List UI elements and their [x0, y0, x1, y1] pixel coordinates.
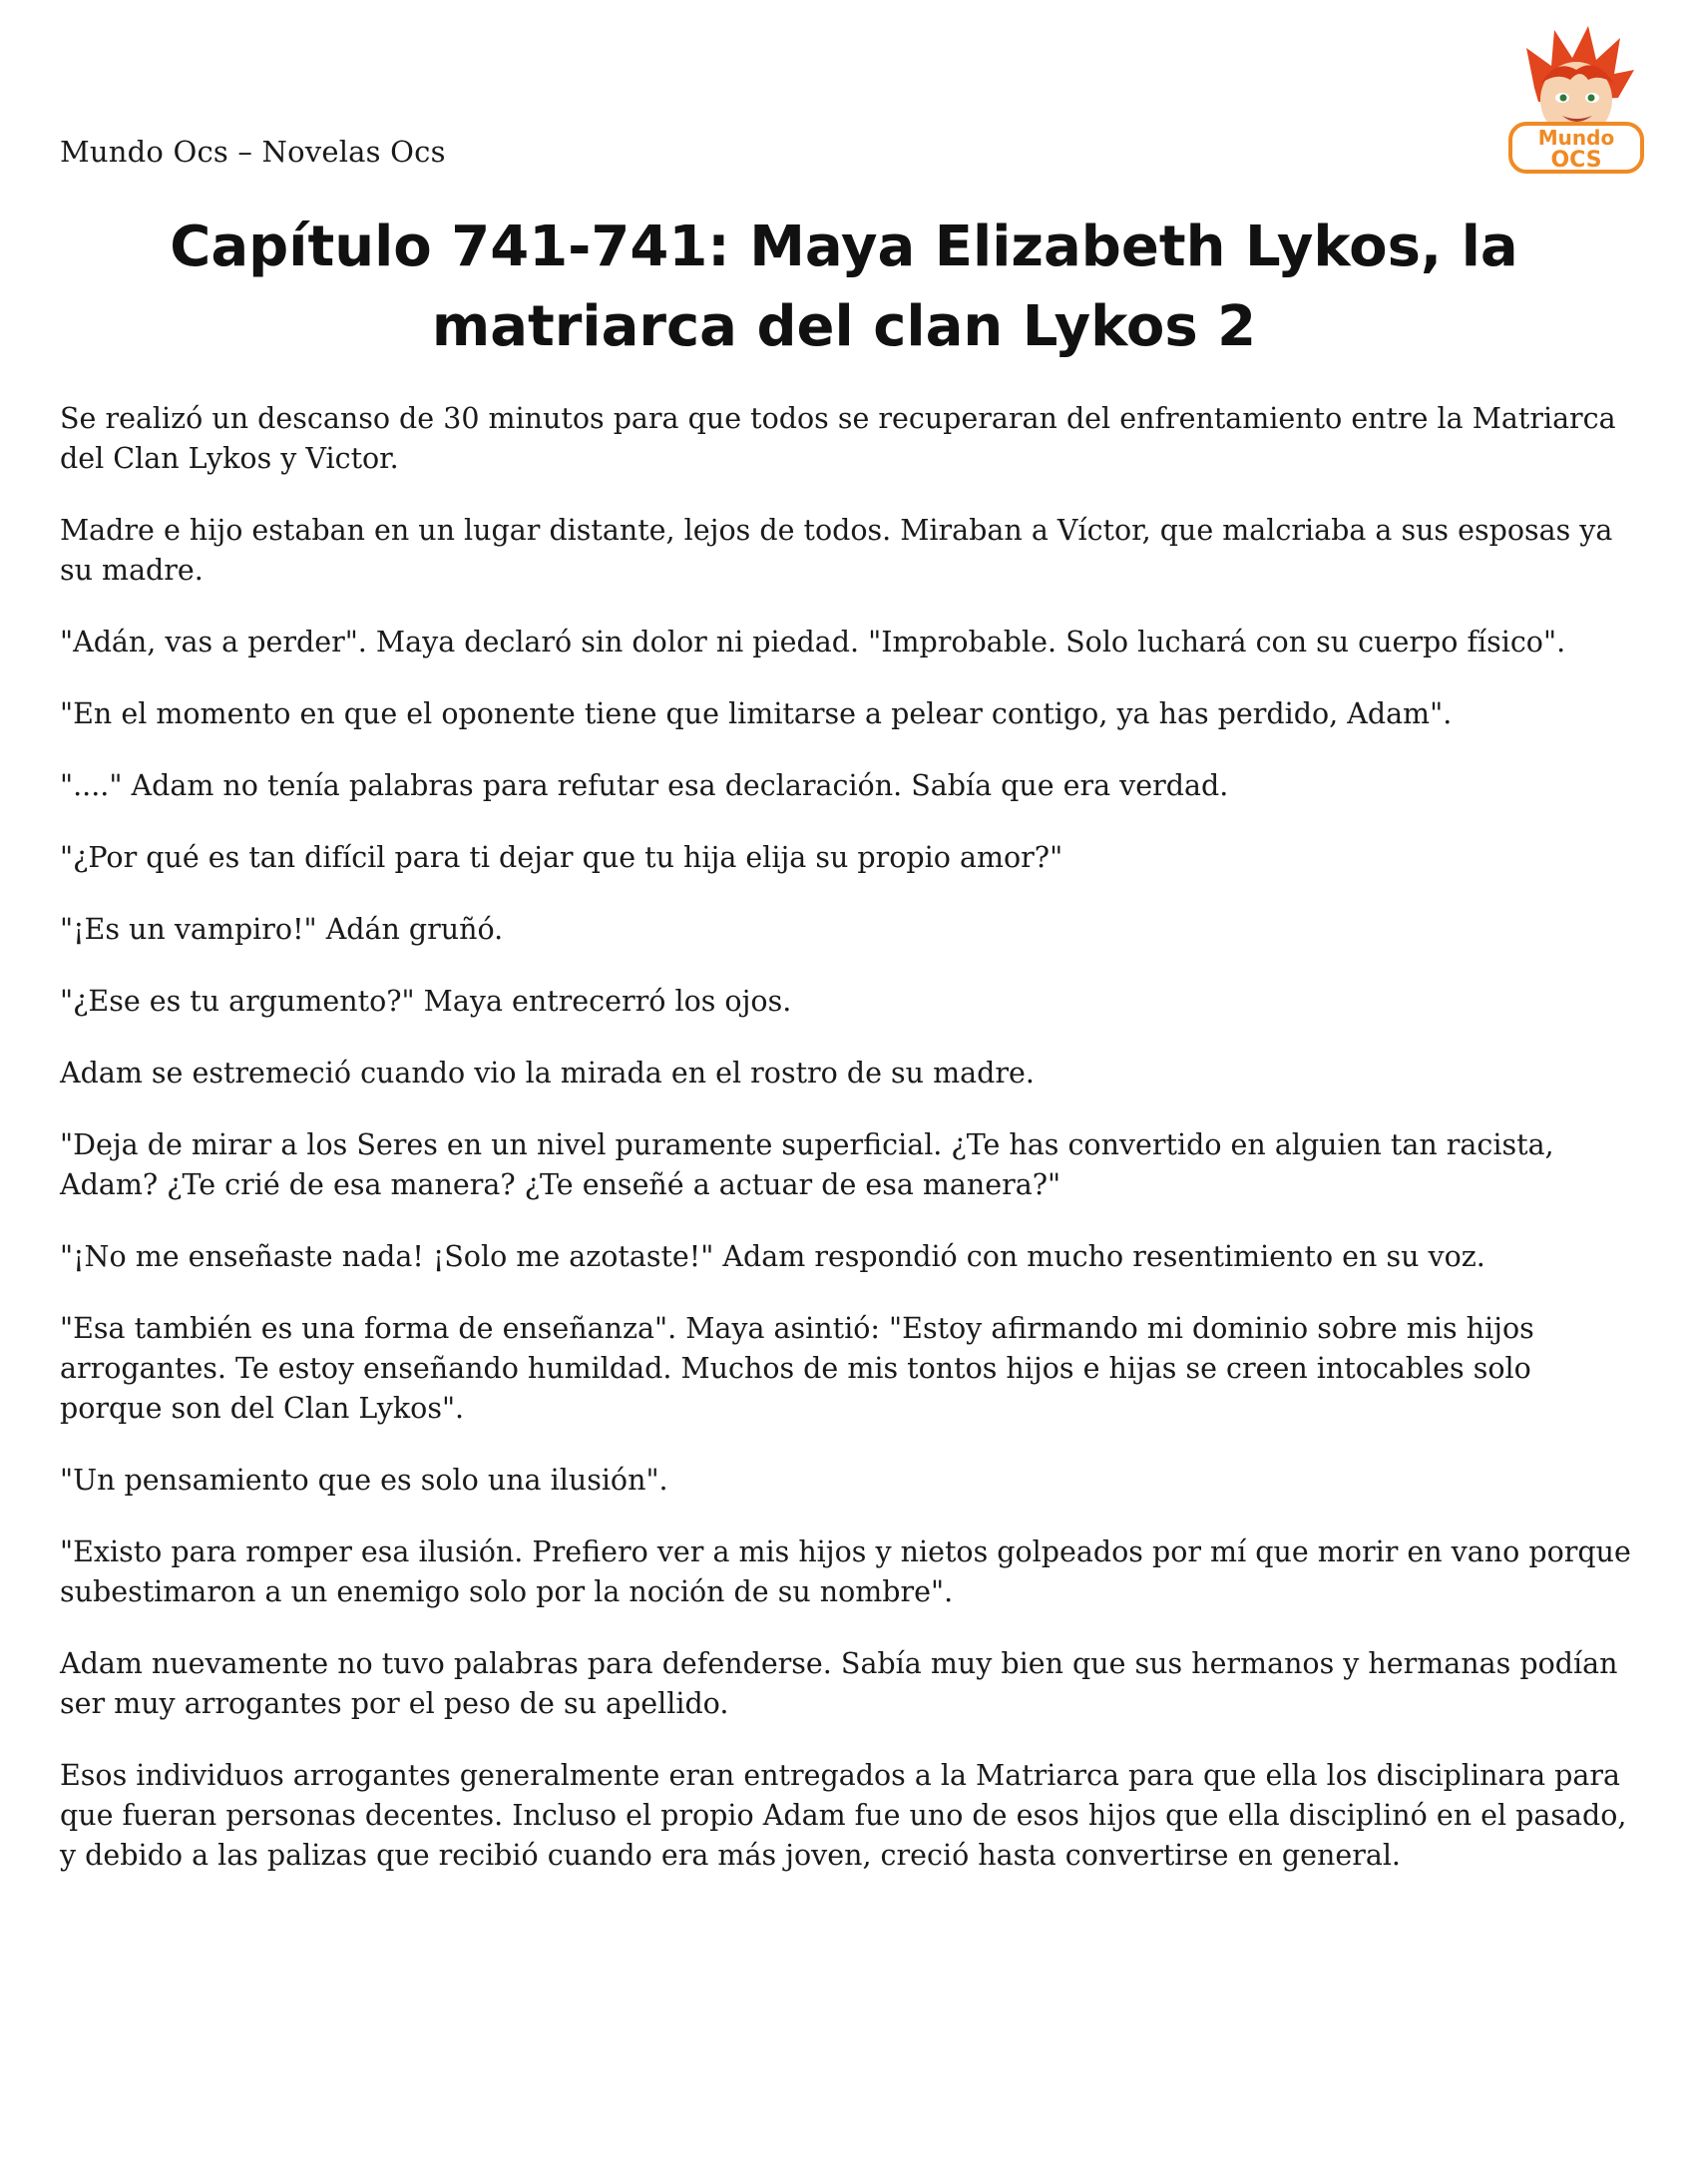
site-header: Mundo Ocs – Novelas Ocs: [60, 135, 446, 169]
logo-text-line2: OCS: [1550, 148, 1602, 173]
paragraph: Madre e hijo estaban en un lugar distante, lejos de todos. Miraban a Víctor, que malcriaba a sus esposas ya su madre.: [60, 514, 1613, 587]
paragraph: "Esa también es una forma de enseñanza". Maya asintió: "Estoy afirmando mi dominio sobre mis hijos arrogantes. Te estoy enseñando humildad. Muchos de mis tontos hijos e hijas se creen intocables solo porque son del Clan Lykos".: [60, 1312, 1534, 1425]
chapter-body: [60, 399, 1636, 1908]
paragraph: "¿Ese es tu argumento?" Maya entrecerró los ojos.: [60, 985, 792, 1018]
paragraph: "Adán, vas a perder". Maya declaró sin dolor ni piedad. "Improbable. Solo luchará con su cuerpo físico".: [60, 626, 1566, 658]
paragraph: Adam nuevamente no tuvo palabras para defenderse. Sabía muy bien que sus hermanos y hermanas podían ser muy arrogantes por el peso de su apellido.: [60, 1647, 1618, 1720]
logo-text-line1: Mundo: [1537, 126, 1615, 150]
chapter-title: Capítulo 741-741: Maya Elizabeth Lykos, la matriarca del clan Lykos 2: [170, 215, 1518, 359]
paragraph: "...." Adam no tenía palabras para refutar esa declaración. Sabía que era verdad.: [60, 769, 1229, 802]
paragraph: "En el momento en que el oponente tiene que limitarse a pelear contigo, ya has perdido, Adam".: [60, 697, 1453, 730]
paragraph: "Existo para romper esa ilusión. Prefiero ver a mis hijos y nietos golpeados por mí que morir en vano porque subestimaron a un enemigo solo por la noción de su nombre".: [60, 1535, 1631, 1608]
paragraph: "Deja de mirar a los Seres en un nivel puramente superficial. ¿Te has convertido en alguien tan racista, Adam? ¿Te crié de esa manera? ¿Te enseñé a actuar de esa manera?": [60, 1128, 1554, 1201]
paragraph: "¿Por qué es tan difícil para ti dejar que tu hija elija su propio amor?": [60, 841, 1063, 874]
paragraph: Esos individuos arrogantes generalmente eran entregados a la Matriarca para que ella los disciplinara para que fueran personas decentes. Incluso el propio Adam fue uno de esos hijos que ella disciplinó en el pasado, y debido a las palizas que recibió cuando era más joven, creció hasta convertirse en general.: [60, 1759, 1627, 1872]
paragraph: "¡Es un vampiro!" Adán gruñó.: [60, 913, 504, 946]
paragraph: "Un pensamiento que es solo una ilusión".: [60, 1464, 668, 1497]
paragraph: "¡No me enseñaste nada! ¡Solo me azotaste!" Adam respondió con mucho resentimiento en su voz.: [60, 1240, 1485, 1273]
paragraph: Se realizó un descanso de 30 minutos para que todos se recuperaran del enfrentamiento entre la Matriarca del Clan Lykos y Victor.: [60, 402, 1616, 475]
mascot-logo-icon: [1496, 18, 1656, 178]
paragraph: Adam se estremeció cuando vio la mirada en el rostro de su madre.: [60, 1057, 1035, 1090]
